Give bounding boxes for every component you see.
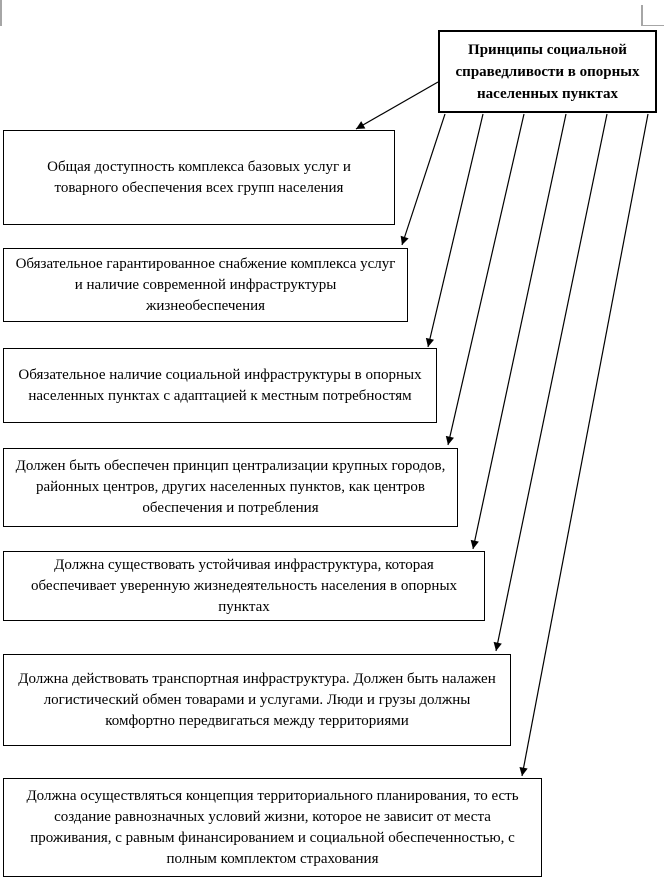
principle-box-6-text: Должна действовать транспортная инфраструктура. Должен быть налажен логистический обмен товарами и услугами. Люди и грузы должны комфортно передвигаться между территориями	[18, 670, 496, 729]
principle-box-3-text: Обязательное наличие социальной инфраструктуры в опорных населенных пунктах с адаптацией к местным потребностям	[18, 366, 422, 404]
principle-box-1-text: Общая доступность комплекса базовых услуг и товарного обеспечения всех групп населения	[47, 158, 351, 196]
principle-box-2	[3, 248, 408, 322]
page-boundary-mark-right-vertical	[641, 5, 643, 26]
title-box	[438, 30, 657, 113]
principle-box-7	[3, 778, 542, 877]
principle-box-7-text: Должна осуществляться концепция территориального планирования, то есть создание равнозначных условий жизни, которое не зависит от места проживания, с равным финансированием и социальной обеспеченностью, с полным комплектом страхования	[26, 787, 519, 867]
principle-box-1	[3, 130, 395, 225]
principle-box-3	[3, 348, 437, 423]
principle-box-4	[3, 448, 458, 527]
principle-box-5-text: Должна существовать устойчивая инфраструктура, которая обеспечивает уверенную жизнедеятельность населения в опорных пунктах	[30, 556, 458, 615]
arrow-to-box-5	[473, 114, 566, 549]
principle-box-2-text: Обязательное гарантированное снабжение комплекса услуг и наличие современной инфраструктуры жизнеобеспечения	[15, 255, 396, 314]
arrow-to-box-7	[522, 114, 648, 776]
arrow-to-box-4	[448, 114, 524, 445]
principle-box-4-text: Должен быть обеспечен принцип централизации крупных городов, районных центров, других населенных пунктов, как центров обеспечения и потребления	[15, 458, 446, 516]
principle-box-5	[3, 551, 485, 621]
arrow-to-box-1	[356, 82, 438, 129]
arrow-to-box-2	[402, 114, 445, 245]
arrow-to-box-6	[496, 114, 607, 651]
page-boundary-mark-left	[0, 0, 2, 26]
title-text: Принципы социальной справедливости в опорных населенных пунктах	[455, 41, 640, 102]
page-boundary-mark-right-horizontal	[641, 25, 664, 27]
principle-box-6	[3, 654, 511, 746]
arrow-to-box-3	[428, 114, 483, 347]
